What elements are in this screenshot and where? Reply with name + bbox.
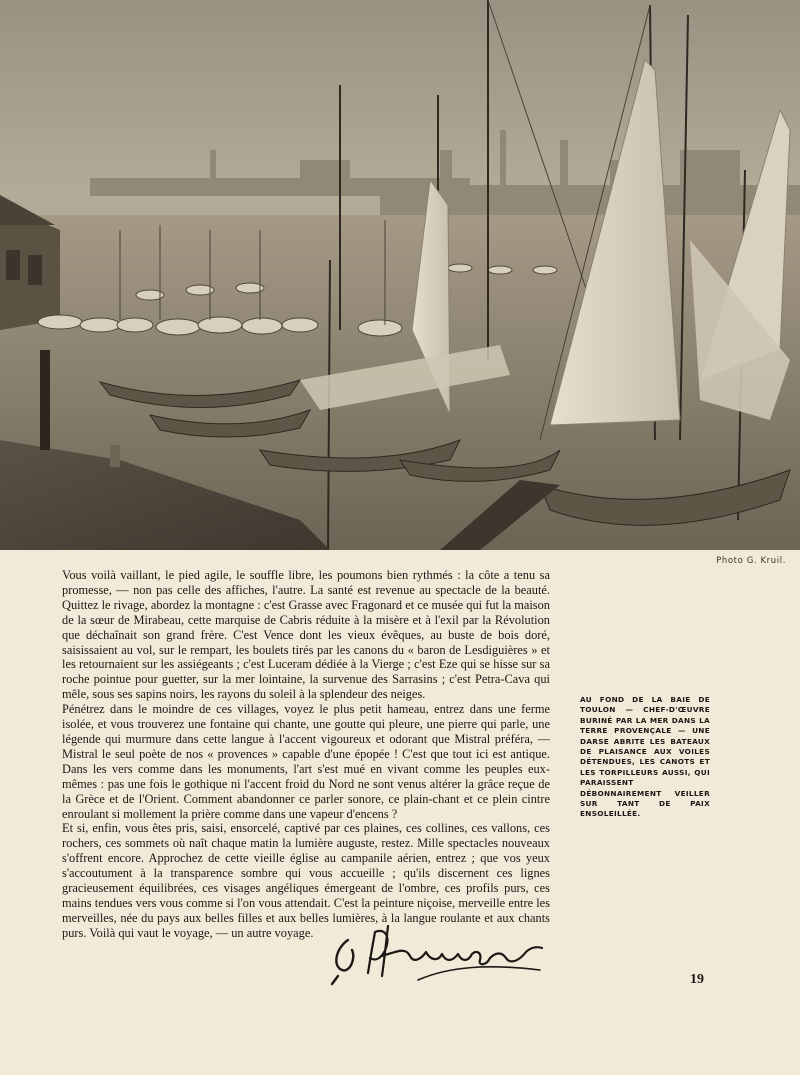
article-body bbox=[62, 568, 550, 941]
paragraph: Et si, enfin, vous êtes pris, saisi, ensorcelé, captivé par ces plaines, ces collines, ces vallons, ces rochers, ces sommets où naît chaque matin la lumière auguste, restez. Mille spectacles nouveaux s'offrent encore. Approchez de cette vieille église au campanile aérien, entrez ; que vos yeux s'accoutument à la transparence sombre qui vous accueille ; qu'ils discernent ces lignes gracieusement équilibrées, ces visages angéliques émergeant de l'ombre, ces profils purs, ces mains tendues vers vous comme si l'on vous attendait. C'est la peinture niçoise, merveille entre les merveilles, née du pays aux belles filles et aux belles lumières, à la langue roulante et aux chants purs. Voilà qui vaut le voyage, — un autre voyage. bbox=[62, 821, 550, 940]
page-number: 19 bbox=[690, 972, 704, 987]
signature-graphic bbox=[330, 918, 550, 998]
photo-caption: AU FOND DE LA BAIE DE TOULON — CHEF-D'ŒUVRE BURINÉ PAR LA MER DANS LA TERRE PROVENÇALE — UNE DARSE ABRITE LES BATEAUX DE PLAISANCE AUX VOILES DÉTENDUES, LES CANOTS ET LES TORPILLEURS AUSSI, QUI PARAISSENT DÉBONNAIREMENT VEILLER SUR TANT DE PAIX ENSOLEILLÉE. bbox=[580, 695, 710, 819]
paragraph: Vous voilà vaillant, le pied agile, le souffle libre, les poumons bien rythmés : la côte a tenu sa promesse, — non pas celle des affiches, l'autre. La santé est revenue au spectacle de la beauté. Quittez le rivage, abordez la montagne : c'est Grasse avec Fragonard et ce musée qui fut la maison de la sœur de Mirabeau, cette marquise de Cabris réduite à la misère et à l'exil par la Révolution que déchaînait son grand frère. C'est Vence dont les vieux évêques, au buste de bois doré, saisissaient au vol, sur le rempart, les boulets tirés par les canons du « baron de Lesdiguières » et les retournaient sur les assiégeants ; c'est Luceram dédiée à la Vierge ; c'est Eze qui se hisse sur sa roche pointue pour guetter, sur la mer lointaine, la survenue des Sarrasins ; c'est Petra-Cava qui mêle, sous ses sapins noirs, les rayons du soleil à la splendeur des neiges. bbox=[62, 568, 550, 702]
photo-credit: Photo G. Kruil. bbox=[716, 556, 786, 566]
author-signature bbox=[330, 918, 550, 998]
paragraph: Pénétrez dans le moindre de ces villages, voyez le plus petit hameau, entrez dans une ferme isolée, et vous trouverez une fontaine qui chante, une goutte qui pleure, une pierre qui parle, une légende qui murmure dans cette langue à l'accent vigoureux et odorant que Mistral préféra, — Mistral le seul poète de nos « provences » capable d'une épopée ! C'est que tout ici est antique. Dans les vers comme dans les monuments, l'art s'est mué en vivant comme les peuples eux-mêmes : pas une fois le gothique ni l'accent froid du Nord ne sont venus altérer la grâce reçue de la Grèce et de l'Orient. Comment abandonner ce parler sonore, ce plain-chant et ce plein cintre enroulant si mollement la prière comme dans une vapeur d'encens ? bbox=[62, 702, 550, 821]
